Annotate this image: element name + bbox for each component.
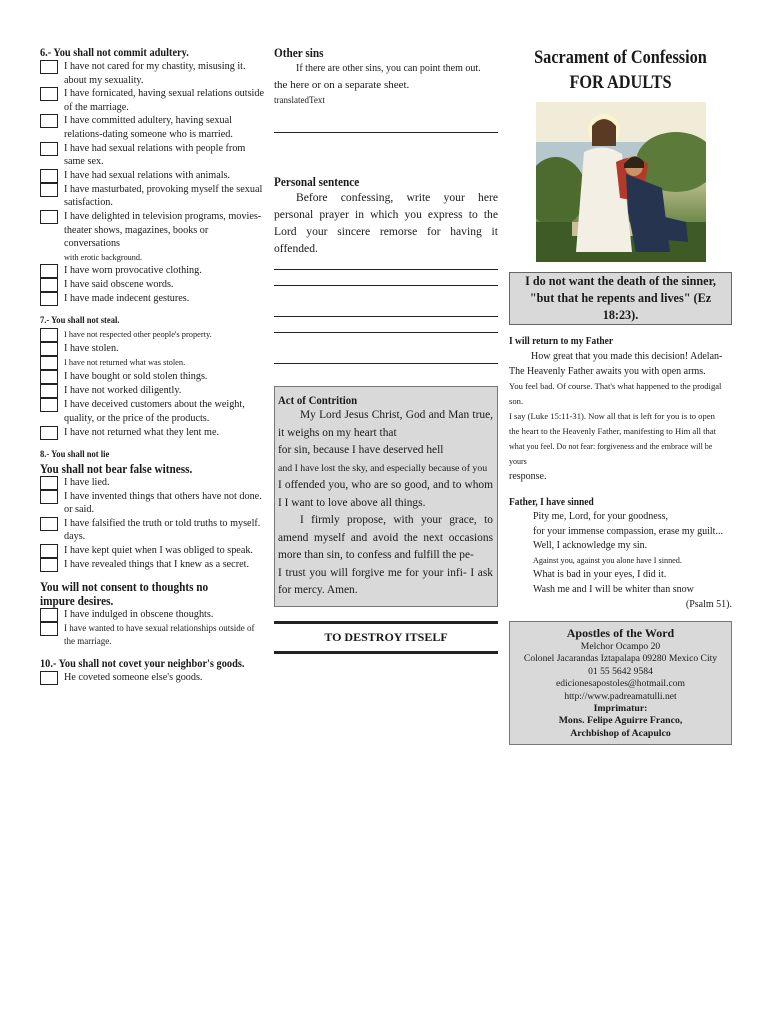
page-subtitle: FOR ADULTS <box>569 73 672 93</box>
publisher-name: Apostles of the Word <box>566 626 675 640</box>
return-line: the heart to the Heavenly Father, manifesting to Him all that <box>509 426 717 436</box>
scripture-quote: I do not want the death of the sinner, "but that he repents and lives" (Ez 18:23). <box>509 272 732 325</box>
checklist-item: I have fornicated, having sexual relations outside of the marriage. <box>40 87 265 114</box>
section-heading-7: 7.- You shall not steal. <box>40 316 120 327</box>
checklist-item: I have deceived customers about the weight, quality, or the price of the products. <box>40 398 265 425</box>
checkbox[interactable] <box>40 558 58 572</box>
sinned-heading: Father, I have sinned <box>509 497 594 508</box>
bishop-name: Mons. Felipe Aguirre Franco, <box>558 715 683 727</box>
bishop-see: Archbishop of Acapulco <box>570 727 671 739</box>
return-section <box>509 335 732 484</box>
contrition-text-1: My Lord Jesus Christ, God and Man true, it weighs on my heart that <box>278 409 493 439</box>
sinned-section <box>509 496 732 612</box>
checkbox[interactable] <box>40 183 58 197</box>
checklist-item: I have indulged in obscene thoughts. <box>40 608 265 622</box>
checkbox[interactable] <box>40 671 58 685</box>
checklist-item: He coveted someone else's goods. <box>40 671 265 685</box>
checklist-item: I have wanted to have sexual relationships outside of the marriage. <box>40 622 265 649</box>
section-heading-10: 10.- You shall not covet your neighbor's goods. <box>40 658 245 671</box>
psalm-reference: (Psalm 51). <box>685 599 732 610</box>
checklist-item: I have masturbated, provoking myself the sexual satisfaction. <box>40 183 265 210</box>
checklist-item: I have not cared for my chastity, misusing it. about my sexuality. <box>40 60 265 87</box>
writing-line[interactable] <box>274 320 498 333</box>
checklist-item: I have revealed things that I knew as a secret. <box>40 558 265 572</box>
contrition-text-4: I offended you, who are so good, and to whom I I want to love above all things. <box>278 479 493 509</box>
act-of-contrition-heading: Act of Contrition <box>278 393 358 407</box>
psalm-line: What is bad in your eyes, I did it. <box>533 569 667 580</box>
checkbox[interactable] <box>40 264 58 278</box>
checklist-item: I have made indecent gestures. <box>40 292 265 306</box>
checklist-item: I have falsified the truth or told truths to myself. days. <box>40 517 265 544</box>
writing-line[interactable] <box>274 120 498 133</box>
psalm-line: Pity me, Lord, for your goodness, <box>533 511 668 522</box>
return-line: How great that you made this decision! Adelan- <box>531 351 723 362</box>
checkbox[interactable] <box>40 426 58 440</box>
publisher-email: edicionesapostoles@hotmail.com <box>556 678 685 690</box>
checklist-item: I have delighted in television programs, movies-theater shows, magazines, books or conversations with erotic background. <box>40 210 265 264</box>
checkbox[interactable] <box>40 622 58 636</box>
checkbox[interactable] <box>40 60 58 74</box>
publisher-address-2: Colonel Jacarandas Iztapalapa 09280 Mexico City <box>523 653 718 665</box>
checklist-item: I have had sexual relations with people from same sex. <box>40 142 265 169</box>
psalm-line: Well, I acknowledge my sin. <box>533 540 648 551</box>
publisher-box <box>509 621 732 745</box>
other-sins-line2: the here or on a separate sheet. <box>274 79 410 91</box>
return-heading: I will return to my Father <box>509 336 614 347</box>
psalm-line: Wash me and I will be whiter than snow <box>533 583 694 595</box>
checklist-item: I have not returned what was stolen. <box>40 356 265 370</box>
checkbox[interactable] <box>40 87 58 101</box>
checkbox[interactable] <box>40 328 58 342</box>
checklist-item: I have had sexual relations with animals. <box>40 169 265 183</box>
imprimatur-label: Imprimatur: <box>593 703 648 715</box>
return-line: The Heavenly Father awaits you with open arms. <box>509 366 706 377</box>
checklist-item: I have not returned what they lent me. <box>40 426 265 440</box>
jesus-embracing-penitent-image <box>536 102 706 262</box>
checklist-item: I have committed adultery, having sexual relations-dating someone who is married. <box>40 114 265 141</box>
return-line: response. <box>509 471 547 482</box>
writing-line[interactable] <box>274 257 498 270</box>
section-subheading-8: You shall not bear false witness. <box>40 461 193 476</box>
return-line: what you feel. Do not fear: forgiveness and the embrace will be yours <box>509 442 713 466</box>
checklist-item: I have stolen. <box>40 342 265 356</box>
psalm-line: Against you, against you alone have I sinned. <box>533 555 682 565</box>
painting-illustration <box>536 102 706 262</box>
act-of-contrition-box <box>274 386 498 607</box>
section-heading-8: 8.- You shall not lie <box>40 449 110 460</box>
cover-column <box>509 46 732 745</box>
writing-line[interactable] <box>274 273 498 286</box>
erotic-note: with erotic background. <box>64 252 142 262</box>
publisher-phone: 01 55 5642 9584 <box>588 665 653 677</box>
other-sins-line1: If there are other sins, you can point them out. <box>296 63 481 74</box>
checklist-item: I have not worked diligently. <box>40 384 265 398</box>
checkbox[interactable] <box>40 292 58 306</box>
personal-sentence-heading: Personal sentence <box>274 175 360 189</box>
checkbox[interactable] <box>40 169 58 183</box>
middle-column <box>274 46 498 654</box>
return-line: I say (Luke 15:11-31). Now all that is left for you is to open <box>509 411 715 421</box>
checklist-item: I have not respected other people's property. <box>40 328 265 342</box>
to-destroy-itself-label: TO DESTROY ITSELF <box>274 621 498 654</box>
section-heading-9: You will not consent to thoughts no impure desires. <box>40 579 209 608</box>
other-sins-heading: Other sins <box>274 46 324 60</box>
checkbox[interactable] <box>40 370 58 384</box>
checkbox[interactable] <box>40 278 58 292</box>
checklist-item: I have invented things that others have not done. or said. <box>40 490 265 517</box>
writing-line[interactable] <box>274 304 498 317</box>
contrition-text-3: and I have lost the sky, and especially because of you <box>278 462 488 474</box>
checklist-item: I have kept quiet when I was obliged to speak. <box>40 544 265 558</box>
checklist-item: I have bought or sold stolen things. <box>40 370 265 384</box>
return-line: You feel bad. Of course. That's what happened to the prodigal son. <box>509 381 722 406</box>
checkbox[interactable] <box>40 342 58 356</box>
checklist-item: I have worn provocative clothing. <box>40 264 265 278</box>
checklist-item: I have said obscene words. <box>40 278 265 292</box>
contrition-text-2: for sin, because I have deserved hell <box>278 444 444 456</box>
commandments-column <box>40 46 265 685</box>
psalm-verses <box>509 510 732 597</box>
checkbox[interactable] <box>40 476 58 490</box>
checkbox[interactable] <box>40 142 58 156</box>
checkbox[interactable] <box>40 544 58 558</box>
other-sins-line3: translatedText <box>274 95 325 105</box>
checkbox[interactable] <box>40 356 58 370</box>
checkbox[interactable] <box>40 490 58 504</box>
checkbox[interactable] <box>40 210 58 224</box>
checkbox[interactable] <box>40 398 58 412</box>
psalm-line: for your immense compassion, erase my guilt... <box>533 525 723 537</box>
checkbox[interactable] <box>40 608 58 622</box>
contrition-text-5: I firmly propose, with your grace, to amend myself and avoid the next occasions more than sin, to confess and fulfill the pe- <box>278 514 493 561</box>
page-title: Sacrament of Confession <box>534 48 707 68</box>
checkbox[interactable] <box>40 384 58 398</box>
checkbox[interactable] <box>40 517 58 531</box>
publisher-website: http://www.padreamatulli.net <box>564 690 677 702</box>
personal-sentence-text: Before confessing, write your here personal prayer in which you express to the Lord your sincere remorse for having it offended. <box>274 191 498 255</box>
checklist-item: I have lied. <box>40 476 265 490</box>
contrition-text-6: I trust you will forgive me for your infi- I ask for mercy. Amen. <box>278 566 493 596</box>
section-heading-6: 6.- You shall not commit adultery. <box>40 47 189 59</box>
writing-line[interactable] <box>274 351 498 364</box>
publisher-address-1: Melchor Ocampo 20 <box>580 641 661 652</box>
checkbox[interactable] <box>40 114 58 128</box>
